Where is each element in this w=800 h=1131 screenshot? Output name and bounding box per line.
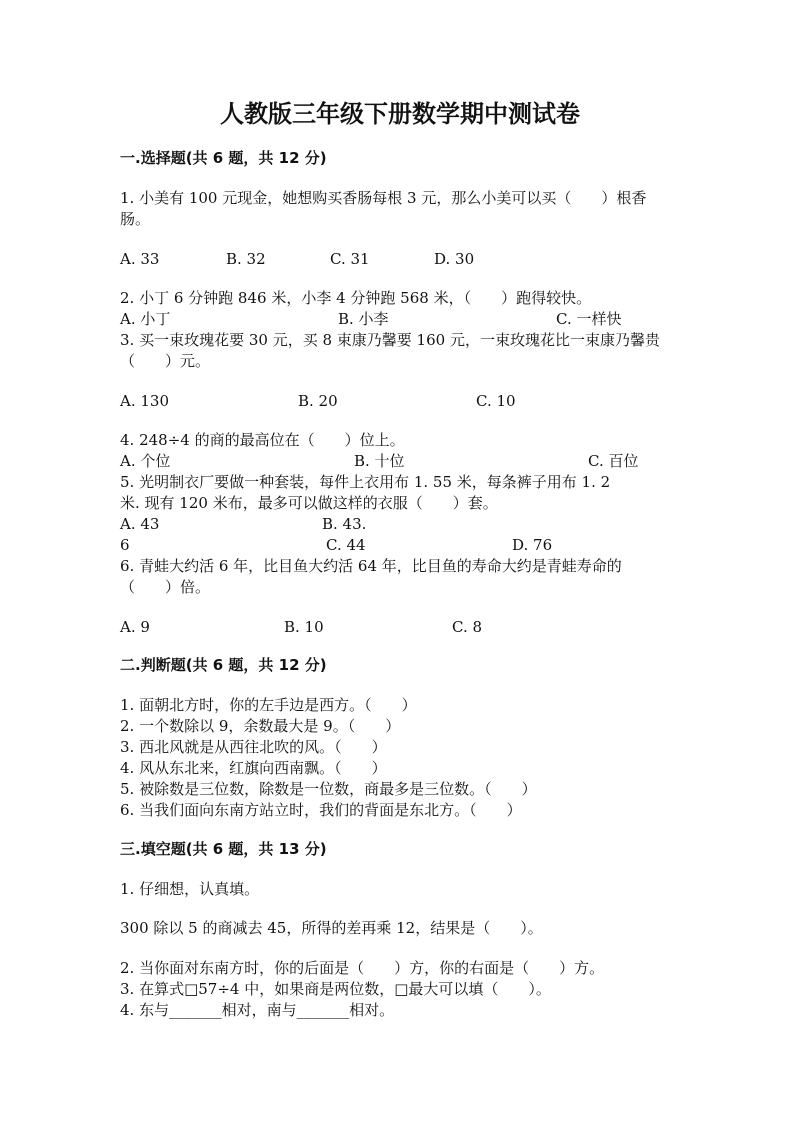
q4-option-b: B. 十位 (354, 452, 405, 470)
q3-line1: 3. 买一束玫瑰花要 30 元，买 8 束康乃馨要 160 元，一束玫瑰花比一束康乃馨贵 (120, 331, 660, 349)
q4-option-c: C. 百位 (588, 452, 639, 470)
q1-option-b: B. 32 (226, 250, 266, 268)
q4-option-a: A. 个位 (120, 452, 171, 470)
page-title: 人教版三年级下册数学期中测试卷 (220, 99, 580, 128)
q3-line2: （ ）元。 (120, 352, 211, 370)
q3-option-a: A. 130 (120, 392, 169, 410)
fill-q1-line2: 300 除以 5 的商减去 45，所得的差再乘 12，结果是（ ）。 (120, 919, 543, 937)
q1-option-c: C. 31 (330, 250, 370, 268)
judge-item-6: 6. 当我们面向东南方站立时，我们的背面是东北方。（ ） (120, 801, 522, 819)
q1-line1: 1. 小美有 100 元现金，她想购买香肠每根 3 元，那么小美可以买（ ）根香 (120, 189, 647, 207)
section2-heading: 二.判断题(共 6 题，共 12 分) (120, 656, 327, 674)
q1-line2: 肠。 (120, 210, 151, 228)
q6-option-a: A. 9 (120, 618, 150, 636)
section3-heading: 三.填空题(共 6 题，共 13 分) (120, 840, 327, 858)
judge-item-3: 3. 西北风就是从西往北吹的风。（ ） (120, 738, 387, 756)
q5-option-d: D. 76 (512, 536, 553, 554)
q5-option-a: A. 43 (120, 515, 160, 533)
fill-q2: 2. 当你面对东南方时，你的后面是（ ）方，你的右面是（ ）方。 (120, 959, 605, 977)
q5-option-b-cont: 6 (120, 536, 130, 554)
fill-q1-line1: 1. 仔细想，认真填。 (120, 880, 260, 898)
section1-heading: 一.选择题(共 6 题，共 12 分) (120, 149, 327, 167)
q3-option-c: C. 10 (476, 392, 516, 410)
judge-item-4: 4. 风从东北来，红旗向西南飘。（ ） (120, 759, 387, 777)
q4-stem: 4. 248÷4 的商的最高位在（ ）位上。 (120, 431, 405, 449)
q2-option-a: A. 小丁 (120, 310, 171, 328)
judge-item-5: 5. 被除数是三位数，除数是一位数，商最多是三位数。（ ） (120, 780, 537, 798)
q5-line2: 米. 现有 120 米布，最多可以做这样的衣服（ ）套。 (120, 494, 498, 512)
judge-item-2: 2. 一个数除以 9，余数最大是 9。（ ） (120, 717, 401, 735)
q5-line1: 5. 光明制衣厂要做一种套装，每件上衣用布 1. 55 米，每条裤子用布 1. 2 (120, 473, 611, 491)
q6-line2: （ ）倍。 (120, 578, 211, 596)
q5-option-b: B. 43. (322, 515, 367, 533)
q6-option-c: C. 8 (452, 618, 483, 636)
q1-option-d: D. 30 (434, 250, 475, 268)
fill-q3: 3. 在算式□57÷4 中，如果商是两位数，□最大可以填（ ）。 (120, 980, 551, 998)
q6-line1: 6. 青蛙大约活 6 年，比目鱼大约活 64 年，比目鱼的寿命大约是青蛙寿命的 (120, 557, 622, 575)
q2-option-c: C. 一样快 (556, 310, 622, 328)
q2-option-b: B. 小李 (338, 310, 389, 328)
q5-option-c: C. 44 (326, 536, 366, 554)
judge-item-1: 1. 面朝北方时，你的左手边是西方。（ ） (120, 696, 417, 714)
q2-stem: 2. 小丁 6 分钟跑 846 米，小李 4 分钟跑 568 米，（ ）跑得较快。 (120, 289, 592, 307)
q1-option-a: A. 33 (120, 250, 160, 268)
fill-q4: 4. 东与_______相对，南与_______相对。 (120, 1001, 395, 1019)
q3-option-b: B. 20 (298, 392, 338, 410)
q6-option-b: B. 10 (284, 618, 324, 636)
